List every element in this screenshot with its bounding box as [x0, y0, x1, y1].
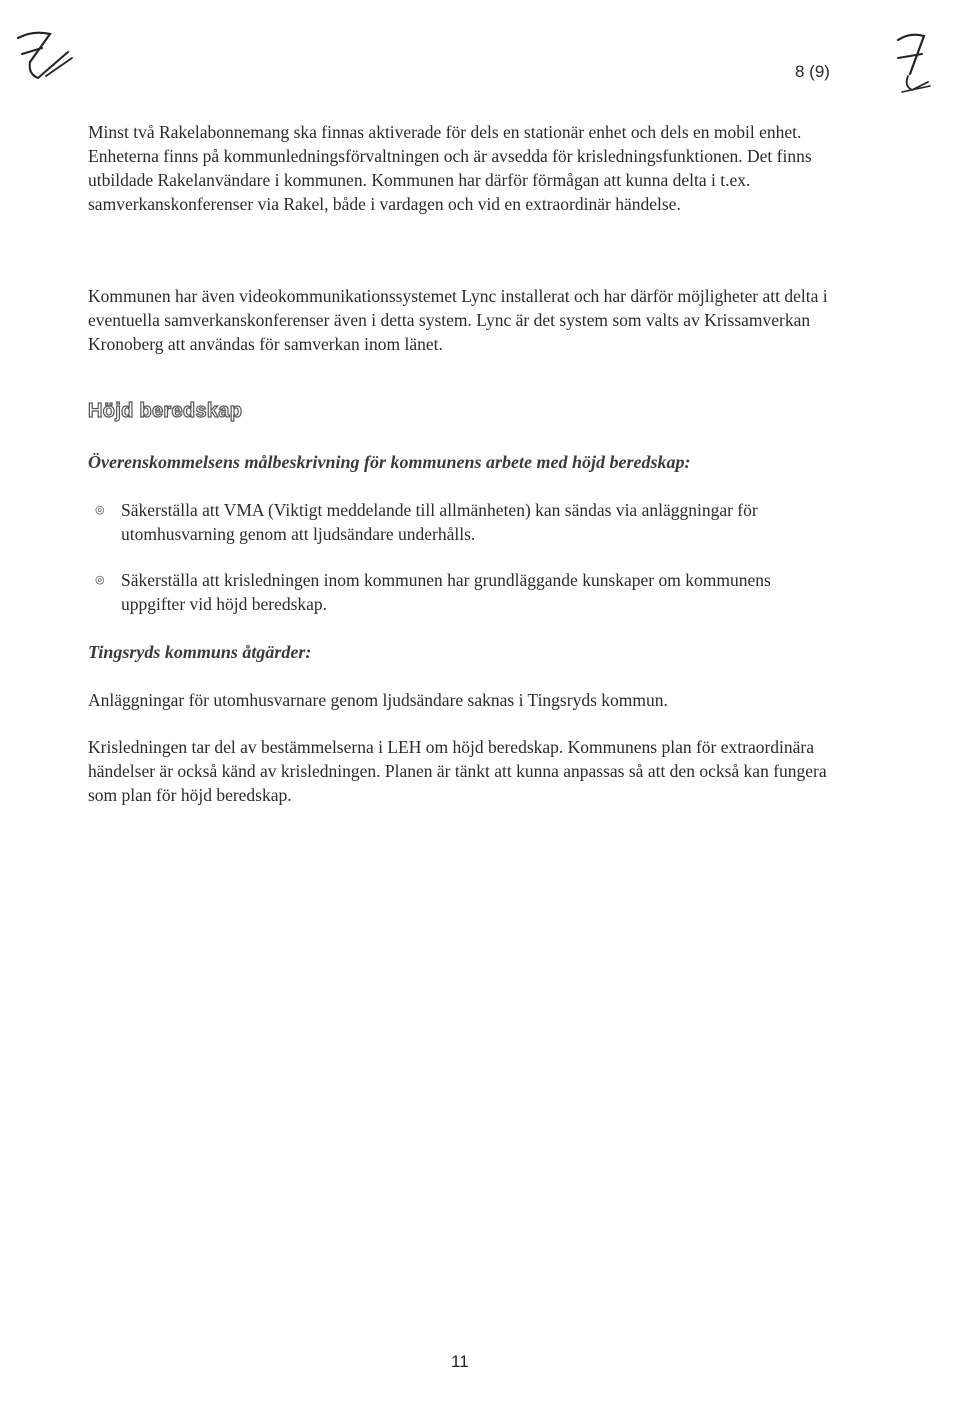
- handwritten-initial-right: [888, 26, 938, 111]
- bullet-text: Säkerställa att VMA (Viktigt meddelande till allmänheten) kan sändas via anläggningar för utomhusvarning genom att ljudsändare underhålls.: [121, 500, 758, 544]
- bullet-text: Säkerställa att krisledningen inom kommunen har grundläggande kunskaper om kommunens uppgifter vid höjd beredskap.: [121, 570, 771, 614]
- paragraph-outdoor-warning: Anläggningar för utomhusvarnare genom ljudsändare saknas i Tingsryds kommun.: [88, 690, 668, 710]
- subheading-goal: Överenskommelsens målbeskrivning för kommunens arbete med höjd beredskap:: [88, 452, 691, 472]
- handwritten-initial-left: [8, 18, 78, 93]
- circle-bullet-icon: ◎: [95, 573, 105, 586]
- subheading-actions: Tingsryds kommuns åtgärder:: [88, 642, 312, 662]
- paragraph-rakel: Minst två Rakelabonnemang ska finnas aktiverade för dels en stationär enhet och dels en mobil enhet. Enheterna finns på kommunledningsförvaltningen och är avsedda för krisledningsfunktionen. Det finns utbildade Rakelanvändare i kommunen. Kommunen har därför förmågan att kunna delta i t.ex. samverkanskonferenser via Rakel, både i vardagen och vid en extraordinär händelse.: [88, 122, 812, 214]
- page-number-header: 8 (9): [795, 62, 830, 81]
- circle-bullet-icon: ◎: [95, 503, 105, 516]
- section-heading: Höjd beredskap: [88, 400, 243, 422]
- paragraph-lync: Kommunen har även videokommunikationssystemet Lync installerat och har därför möjligheter att delta i eventuella samverkanskonferenser även i detta system. Lync är det system som valts av Krissamverkan Kronoberg att användas för samverkan inom länet.: [88, 286, 828, 354]
- page-number-footer: 11: [451, 1352, 469, 1371]
- list-item: [95, 568, 835, 616]
- paragraph-crisis-management: Krisledningen tar del av bestämmelserna i LEH om höjd beredskap. Kommunens plan för extraordinära händelser är också känd av krisledningen. Planen är tänkt att kunna anpassas så att den också kan fungera som plan för höjd beredskap.: [88, 737, 827, 805]
- list-item: [95, 498, 835, 546]
